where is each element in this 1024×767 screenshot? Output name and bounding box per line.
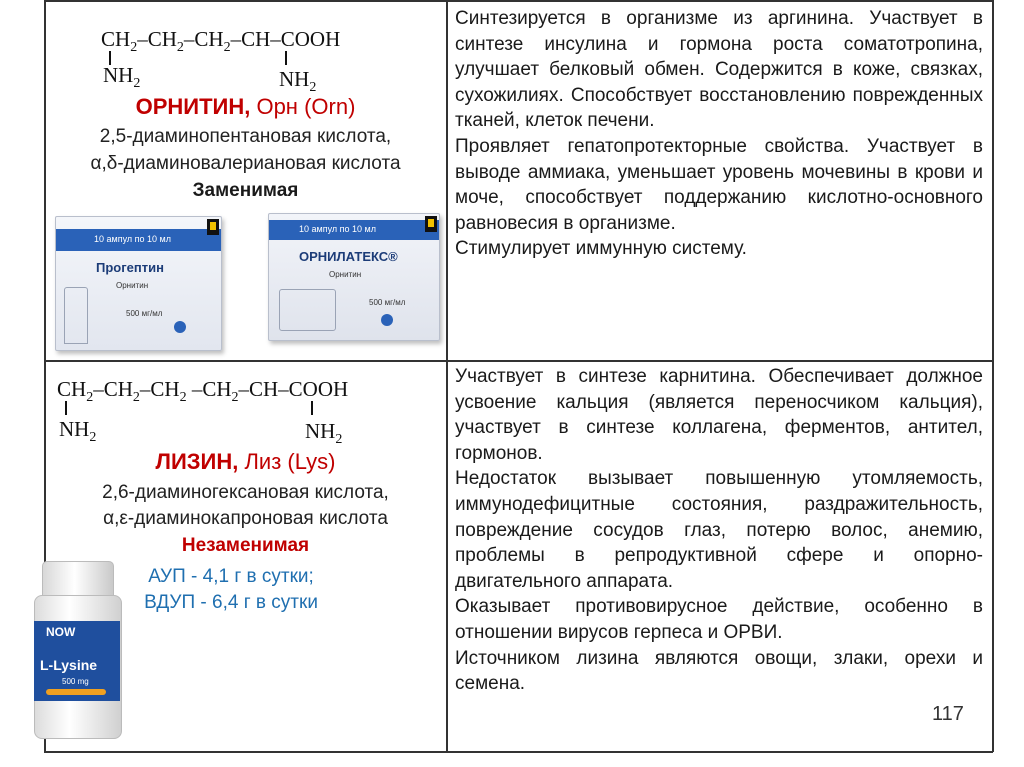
ornithine-description <box>455 6 983 262</box>
ornithine-nh2-left: $NH_2$ <box>103 63 141 92</box>
l-lysine-bottle-image <box>28 561 128 739</box>
progeptin-package-image <box>55 216 222 351</box>
progeptin-dose: 500 мг/мл <box>126 309 163 318</box>
lysine-nh2-right: $NH_2$ <box>305 419 343 448</box>
ornithine-status: Заменимая <box>192 180 299 201</box>
table-border-bottom <box>44 751 993 753</box>
table-border-right <box>992 0 994 752</box>
l-lysine-dose: 500 mg <box>62 677 89 686</box>
ornilatex-subtitle: Орнитин <box>329 270 362 279</box>
lysine-formula: $CH_2-CH_2-CH_2$ $-CH_2-CH$–COOH <box>57 377 349 406</box>
lysine-description-paragraph: Недостаток вызывает повышенную утомляемость, иммунодефицитные состояния, раздражительность, повреждение сосудов глаз, потерю волос, анемию, проблемы в репродуктивной сфере и опорно-двигательного аппарата. <box>455 468 983 592</box>
ornithine-formula: $CH_2-CH_2-CH_2-CH$–COOH <box>101 27 341 56</box>
ornilatex-package-image <box>268 213 440 341</box>
lysine-description <box>455 364 983 697</box>
progeptin-subtitle: Орнитин <box>116 281 149 290</box>
lysine-alt-name: α,ε-диаминокапроновая кислота <box>103 508 388 529</box>
lysine-status: Незаменимая <box>181 535 310 556</box>
page-number: 117 <box>932 703 964 725</box>
ornilatex-dose: 500 мг/мл <box>369 298 406 307</box>
lysine-bond-left <box>65 401 67 415</box>
progeptin-band-text: 10 ампул по 10 мл <box>94 234 171 244</box>
lysine-description-paragraph: Оказывает противовирусное действие, особенно в отношении вирусов герпеса и ОРВИ. <box>455 596 983 643</box>
ornithine-bond-right <box>285 51 287 65</box>
ornithine-description-paragraph: Синтезируется в организме из аргинина. Участвует в синтезе инсулина и гормона роста соматотропина, улучшает белковый обмен. Содержится в коже, связках, сухожилиях. Способствует восстановлению поврежденных тканей, клеток печени. <box>455 8 983 132</box>
l-lysine-title: L-Lysine <box>40 657 98 673</box>
lysine-iupac: 2,6-диаминогексановая кислота, <box>102 482 389 503</box>
lysine-name: ЛИЗИН, Лиз (Lys) <box>155 449 336 474</box>
lysine-info-cell: $CH_2-CH_2-CH_2$ $-CH_2-CH$–COOH $NH_2$ $NH_2$ ЛИЗИН, Лиз (Lys) 2,6-диаминогексановая кислота, α,ε-диаминокапроновая кислота Незаменимая АУП - 4,1 г в сутки; ВДУП - 6,4 г в сутки NOW L-Lysine 500 mg <box>45 361 446 751</box>
ornithine-alt-name: α,δ-диаминовалериановая кислота <box>90 153 401 174</box>
ornithine-nh2-right: $NH_2$ <box>279 67 317 96</box>
lysine-description-paragraph: Участвует в синтезе карнитина. Обеспечивает должное усвоение кальция (является переносчиком кальция), участвует в синтезе коллагена, ферментов, антител, гормонов. <box>455 366 983 464</box>
ornilatex-band-text: 10 ампул по 10 мл <box>299 224 376 234</box>
l-lysine-brand: NOW <box>46 625 76 639</box>
table-column-divider <box>446 0 448 752</box>
lysine-description-paragraph: Источником лизина являются овощи, злаки, орехи и семена. <box>455 647 983 695</box>
lysine-nh2-left: $NH_2$ <box>59 417 97 446</box>
ornithine-iupac: 2,5-диаминопентановая кислота, <box>99 126 392 147</box>
progeptin-title: Прогептин <box>96 260 164 275</box>
ornithine-description-paragraph: Проявляет гепатопротекторные свойства. Участвует в выводе аммиака, уменьшает уровень мочевины в крови и моче, способствует поддержанию кислотно-основного равновесия в организме. <box>455 135 983 234</box>
ornithine-info-cell <box>45 1 446 360</box>
lysine-bond-right <box>311 401 313 415</box>
ornithine-description-paragraph: Стимулирует иммунную систему. <box>455 238 747 260</box>
ornithine-name: ОРНИТИН, Орн (Orn) <box>135 94 356 119</box>
ornilatex-title: ОРНИЛАТЕКС® <box>299 249 398 264</box>
